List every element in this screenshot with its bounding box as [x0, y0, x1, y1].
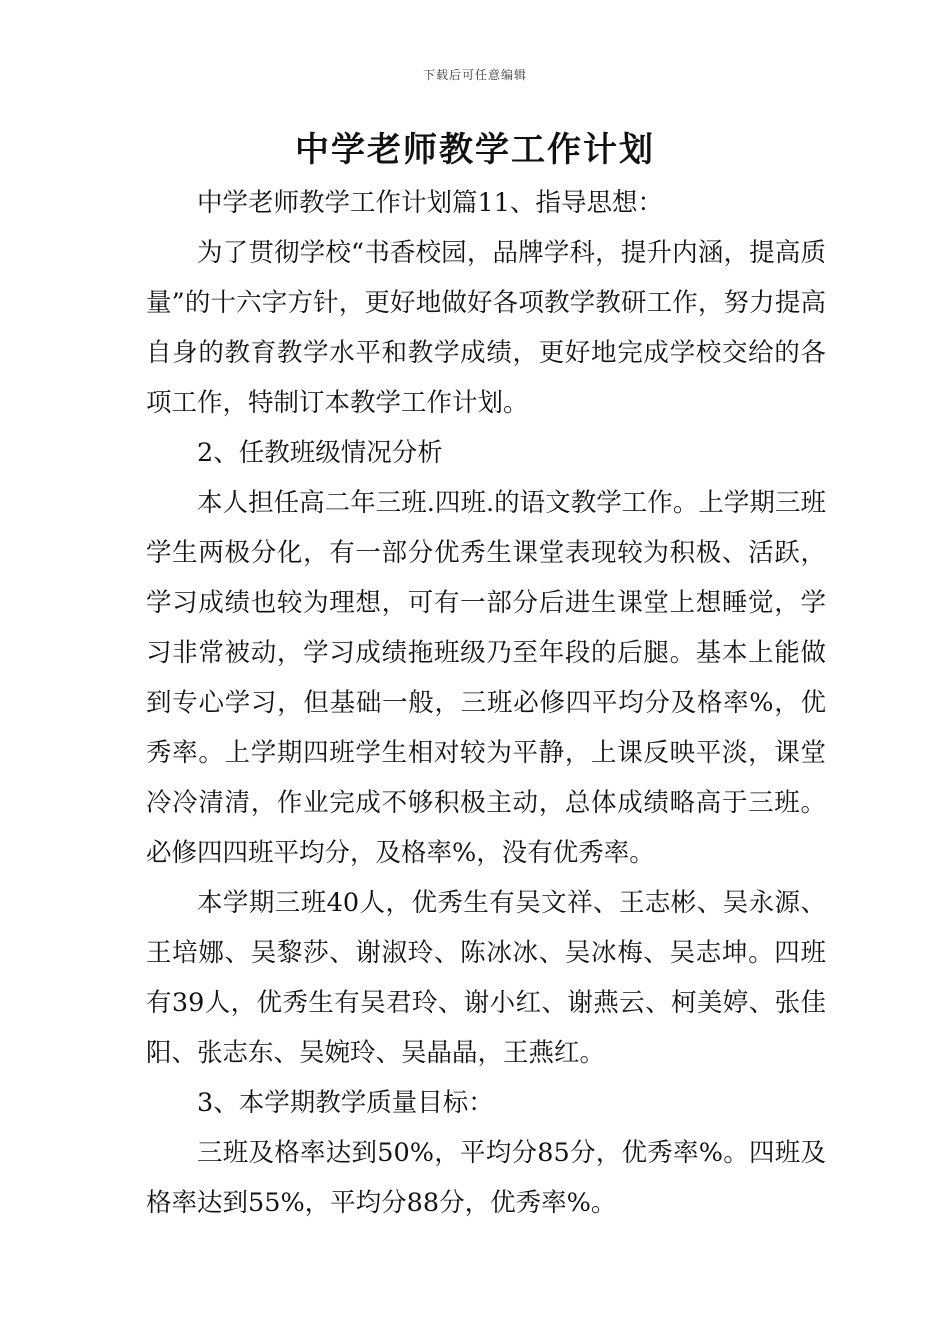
document-body — [146, 178, 826, 1228]
paragraph: 3、本学期教学质量目标： — [197, 1088, 494, 1118]
paragraph: 为了贯彻学校“书香校园，品牌学科，提升内涵，提高质量”的十六字方针，更好地做好各项教学教研工作，努力提高自身的教育教学水平和教学成绩，更好地完成学校交给的各项工作，特制订本教学工作计划。 — [146, 238, 826, 418]
paragraph: 中学老师教学工作计划篇11、指导思想： — [197, 188, 663, 218]
paragraph: 本学期三班40人，优秀生有吴文祥、王志彬、吴永源、王培娜、吴黎莎、谢淑玲、陈冰冰、吴冰梅、吴志坤。四班有39人，优秀生有吴君玲、谢小红、谢燕云、柯美婷、张佳阳、张志东、吴婉玲、吴晶晶，王燕红。 — [146, 888, 826, 1068]
document-title: 中学老师教学工作计划 — [295, 130, 655, 170]
header-note: 下载后可任意编辑 — [422, 68, 527, 82]
paragraph: 三班及格率达到50%，平均分85分，优秀率%。四班及格率达到55%，平均分88分，优秀率%。 — [146, 1138, 826, 1218]
paragraph: 本人担任高二年三班.四班.的语文教学工作。上学期三班学生两极分化，有一部分优秀生课堂表现较为积极、活跃，学习成绩也较为理想，可有一部分后进生课堂上想睡觉，学习非常被动，学习成绩拖班级乃至年段的后腿。基本上能做到专心学习，但基础一般，三班必修四平均分及格率%，优秀率。上学期四班学生相对较为平静，上课反映平淡，课堂冷冷清清，作业完成不够积极主动，总体成绩略高于三班。必修四四班平均分，及格率%，没有优秀率。 — [146, 488, 826, 868]
paragraph: 2、任教班级情况分析 — [197, 438, 443, 468]
